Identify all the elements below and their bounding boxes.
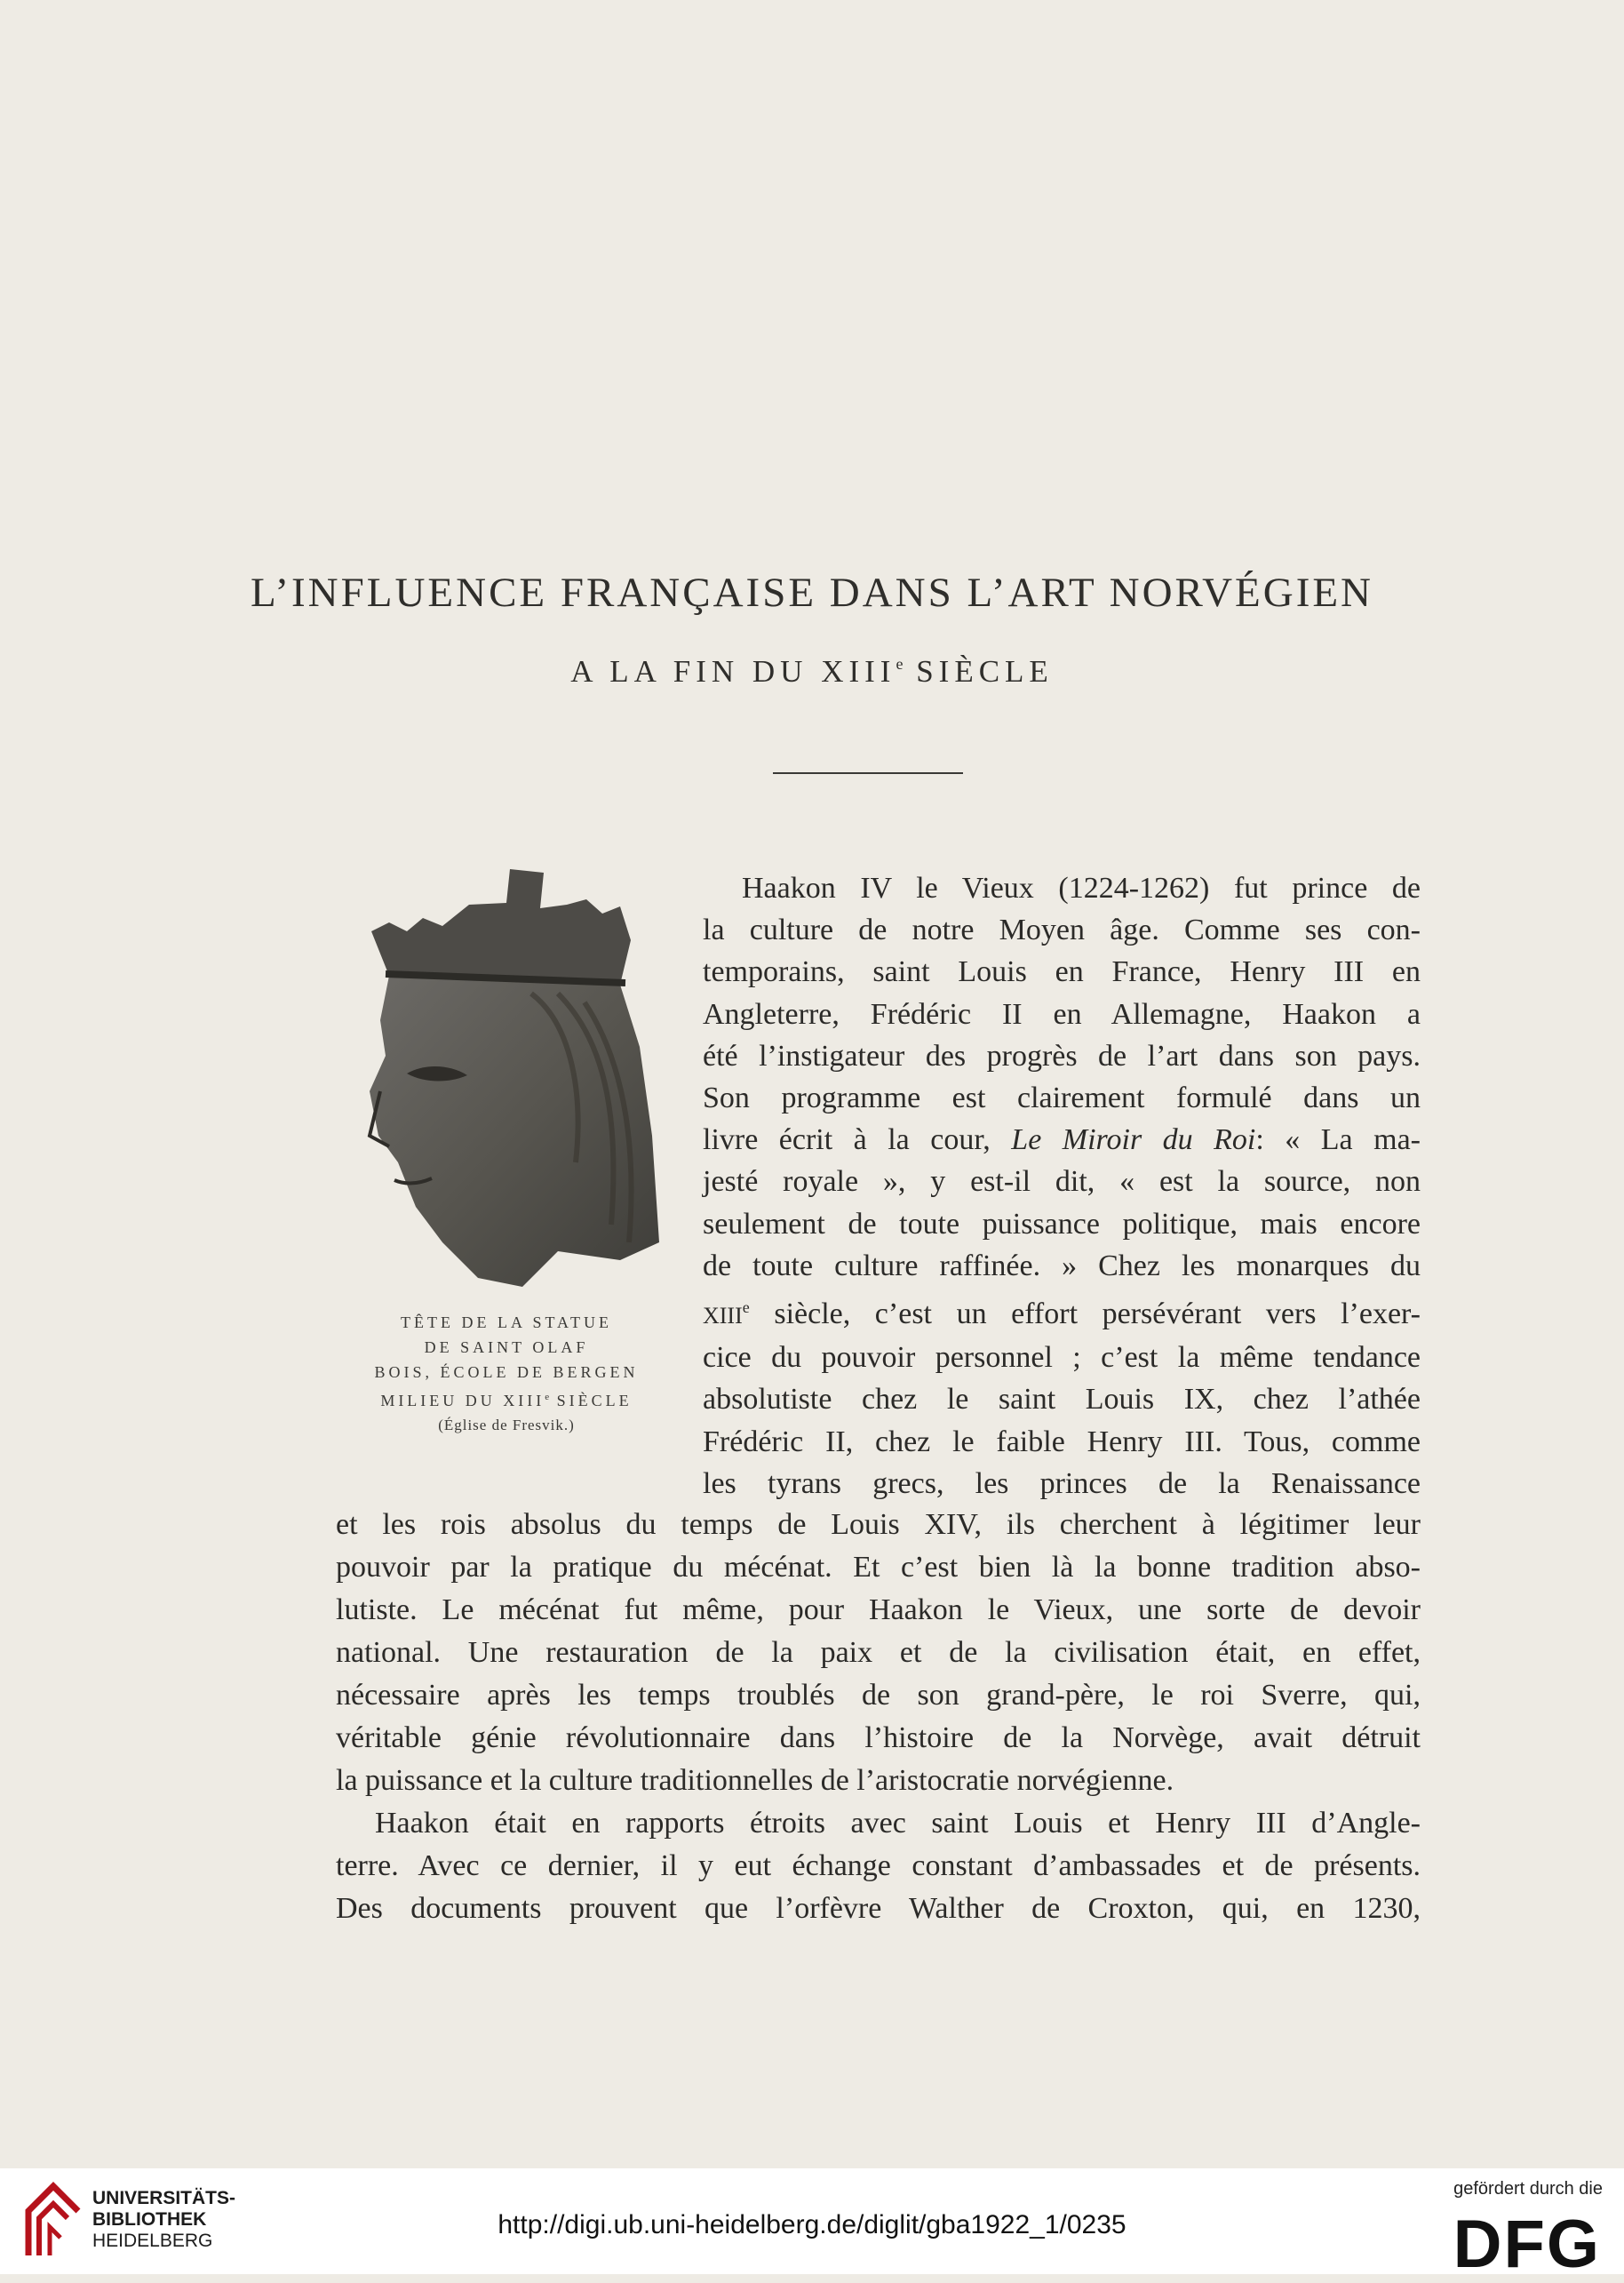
permalink-url[interactable]: http://digi.ub.uni-heidelberg.de/diglit/gba1922_1/0235 xyxy=(498,2210,1126,2239)
paragraph-line: Haakon IV le Vieux (1224-1262) fut prince de xyxy=(742,872,1421,905)
book-title: Le Miroir du Roi xyxy=(1011,1123,1256,1157)
century-superscript: e xyxy=(742,1298,750,1317)
title-divider xyxy=(773,772,963,774)
article-title: L’INFLUENCE FRANÇAISE DANS L’ART NORVÉGIEN xyxy=(250,570,1373,616)
figure-caption xyxy=(329,1310,684,1438)
library-name-line: UNIVERSITÄTS- xyxy=(92,2188,236,2208)
paragraph-line: Angleterre, Frédéric II en Allemagne, Haakon a xyxy=(703,997,1421,1031)
caption-line: BOIS, ÉCOLE DE BERGEN xyxy=(374,1363,639,1381)
subtitle-text: A LA FIN DU XIII xyxy=(570,654,896,689)
statue-head-image xyxy=(354,869,666,1291)
caption-line xyxy=(329,1385,684,1413)
caption-text-end: SIÈCLE xyxy=(549,1392,633,1409)
paragraph-line xyxy=(703,1119,1421,1161)
line-text-end: : « La ma- xyxy=(1255,1123,1421,1157)
paragraph-line: la culture de notre Moyen âge. Comme ses con- xyxy=(703,914,1421,947)
paragraph-line: été l’instigateur des progrès de l’art dans son pays. xyxy=(703,1039,1421,1073)
paragraph-line: Son programme est clairement formulé dans un xyxy=(703,1082,1421,1115)
paragraph-line: Frédéric II, chez le faible Henry III. Tous, comme xyxy=(703,1425,1421,1458)
century-numeral: XIII xyxy=(703,1303,743,1329)
paragraph-line: Des documents prouvent que l’orfèvre Walther de Croxton, qui, en 1230, xyxy=(336,1892,1421,1925)
paragraph-line: nécessaire après les temps troublés de son grand-père, le roi Sverre, qui, xyxy=(336,1679,1421,1712)
paragraph-line: terre. Avec ce dernier, il y eut échange constant d’ambassades et de présents. xyxy=(336,1849,1421,1882)
paragraph-line: temporains, saint Louis en France, Henry III en xyxy=(703,955,1421,989)
paragraph-line: et les rois absolus du temps de Louis XIV, ils cherchent à légitimer leur xyxy=(336,1508,1421,1541)
caption-line: DE SAINT OLAF xyxy=(424,1338,589,1356)
paragraph-line: les tyrans grecs, les princes de la Renaissance xyxy=(703,1466,1421,1500)
paragraph-line: lutiste. Le mécénat fut même, pour Haakon le Vieux, une sorte de devoir xyxy=(336,1593,1421,1626)
caption-text: MILIEU DU XIII xyxy=(380,1392,545,1409)
line-text: livre écrit à la cour, xyxy=(703,1123,1012,1157)
line-text: siècle, c’est un effort persévérant vers l’exer- xyxy=(749,1297,1421,1331)
paragraph-line: cice du pouvoir personnel ; c’est la même tendance xyxy=(703,1341,1421,1375)
paragraph-line: absolutiste chez le saint Louis IX, chez l’athée xyxy=(703,1383,1421,1417)
paragraph-line: pouvoir par la pratique du mécénat. Et c’est bien là la bonne tradition abso- xyxy=(336,1551,1421,1584)
paragraph-line xyxy=(703,1287,1421,1337)
library-name-line: BIBLIOTHEK xyxy=(92,2209,207,2230)
paragraph-line: seulement de toute puissance politique, mais encore xyxy=(703,1207,1421,1241)
paragraph-line: de toute culture raffinée. » Chez les monarques du xyxy=(703,1249,1421,1282)
subtitle-superscript: e xyxy=(896,655,904,673)
caption-superscript: e xyxy=(545,1392,550,1402)
body-column xyxy=(703,867,1421,1505)
paragraph-line: Haakon était en rapports étroits avec saint Louis et Henry III d’Angle- xyxy=(375,1807,1421,1840)
dfg-logo: DFG xyxy=(1453,2207,1601,2282)
library-name-line: HEIDELBERG xyxy=(92,2231,213,2251)
funding-note: gefördert durch die xyxy=(1453,2179,1603,2199)
body-full-width xyxy=(336,1504,1421,1930)
paragraph-line: véritable génie révolutionnaire dans l’histoire de la Norvège, avait détruit xyxy=(336,1721,1421,1754)
paragraph-line: jesté royale », y est-il dit, « est la source, non xyxy=(703,1165,1421,1199)
article-subtitle xyxy=(0,654,1624,690)
caption-source: (Église de Fresvik.) xyxy=(438,1417,575,1433)
paragraph-line: la puissance et la culture traditionnelles de l’aristocratie norvégienne. xyxy=(336,1764,1174,1797)
subtitle-text-end: SIÈCLE xyxy=(903,654,1054,689)
caption-line: TÊTE DE LA STATUE xyxy=(400,1313,613,1331)
statue-head-illustration xyxy=(354,869,666,1291)
paragraph-line: national. Une restauration de la paix et de la civilisation était, en effet, xyxy=(336,1636,1421,1669)
